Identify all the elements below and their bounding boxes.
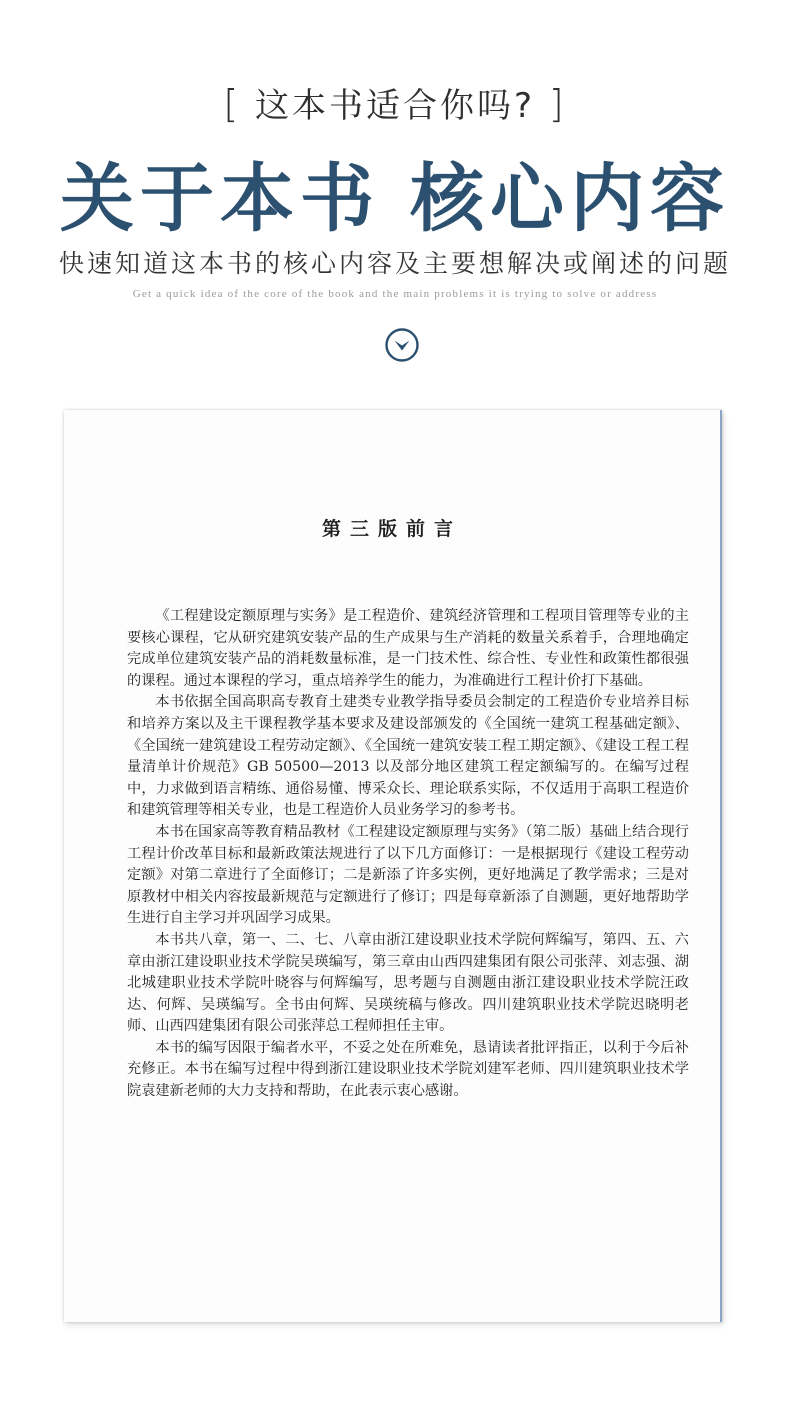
preface-paragraph: 本书依据全国高职高专教育土建类专业教学指导委员会制定的工程造价专业培养目标和培养方案以及主干课程教学基本要求及建设部颁发的《全国统一建筑工程基础定额》、《全国统一建筑建设工程劳动定额》、《全国统一建筑安装工程工期定额》、《建设工程工程量清单计价规范》GB 50500—2013 以及部分地区建筑工程定额编写的。在编写过程中，力求做到语言精练、通俗易懂、博采众长、理论联系实际，不仅适用于高职工程造价和建筑管理等相关专业，也是工程造价人员业务学习的参考书。	[127, 694, 689, 819]
preface-paragraph: 本书共八章，第一、二、七、八章由浙江建设职业技术学院何辉编写，第四、五、六章由浙江建设职业技术学院吴瑛编写，第三章由山西四建集团有限公司张萍、刘志强、湖北城建职业技术学院叶晓容与何辉编写，思考题与自测题由浙江建设职业技术学院汪政达、何辉、吴瑛编写。全书由何辉、吴瑛统稿与修改。四川建筑职业技术学院迟晓明老师、山西四建集团有限公司张萍总工程师担任主审。	[127, 931, 689, 1035]
preface-paragraph: 《工程建设定额原理与实务》是工程造价、建筑经济管理和工程项目管理等专业的主要核心课程，它从研究建筑安装产品的生产成果与生产消耗的数量关系着手，合理地确定完成单位建筑安装产品的消耗数量标准，是一门技术性、综合性、专业性和政策性都很强的课程。通过本课程的学习，重点培养学生的能力，为准确进行工程计价打下基础。	[127, 608, 689, 689]
subtitle-english: Get a quick idea of the core of the book and the main problems it is trying to solve or address	[132, 288, 658, 300]
preface-paragraph: 本书的编写因限于编者水平，不妥之处在所难免，恳请读者批评指正，以利于今后补充修正。本书在编写过程中得到浙江建设职业技术学院刘建军老师、四川建筑职业技术学院袁建新老师的大力支持和帮助，在此表示衷心感谢。	[127, 1039, 689, 1100]
right-bracket: ]	[548, 82, 567, 126]
left-bracket: [	[223, 82, 242, 126]
book-page-scan	[64, 410, 722, 1322]
kicker-line	[0, 78, 790, 127]
preface-title: 第三版前言	[321, 518, 462, 540]
chevron-down-circle-icon	[384, 327, 420, 363]
preface-body	[127, 606, 689, 1103]
preface-paragraph: 本书在国家高等教育精品教材《工程建设定额原理与实务》（第二版）基础上结合现行工程计价改革目标和最新政策法规进行了以下几方面修订：一是根据现行《建设工程劳动定额》对第二章进行了全面修订；二是新添了许多实例，更好地满足了教学需求；三是对原教材中相关内容按最新规范与定额进行了修订；四是每章新添了自测题，更好地帮助学生进行自主学习并巩固学习成果。	[127, 823, 689, 927]
title-part-2: 核心内容	[410, 156, 730, 242]
kicker-text: 这本书适合你吗?	[254, 86, 536, 126]
intro-header	[0, 0, 790, 400]
page-title	[0, 140, 790, 246]
subtitle: 快速知道这本书的核心内容及主要想解决或阐述的问题	[58, 249, 731, 278]
title-part-1: 关于本书	[60, 156, 380, 242]
